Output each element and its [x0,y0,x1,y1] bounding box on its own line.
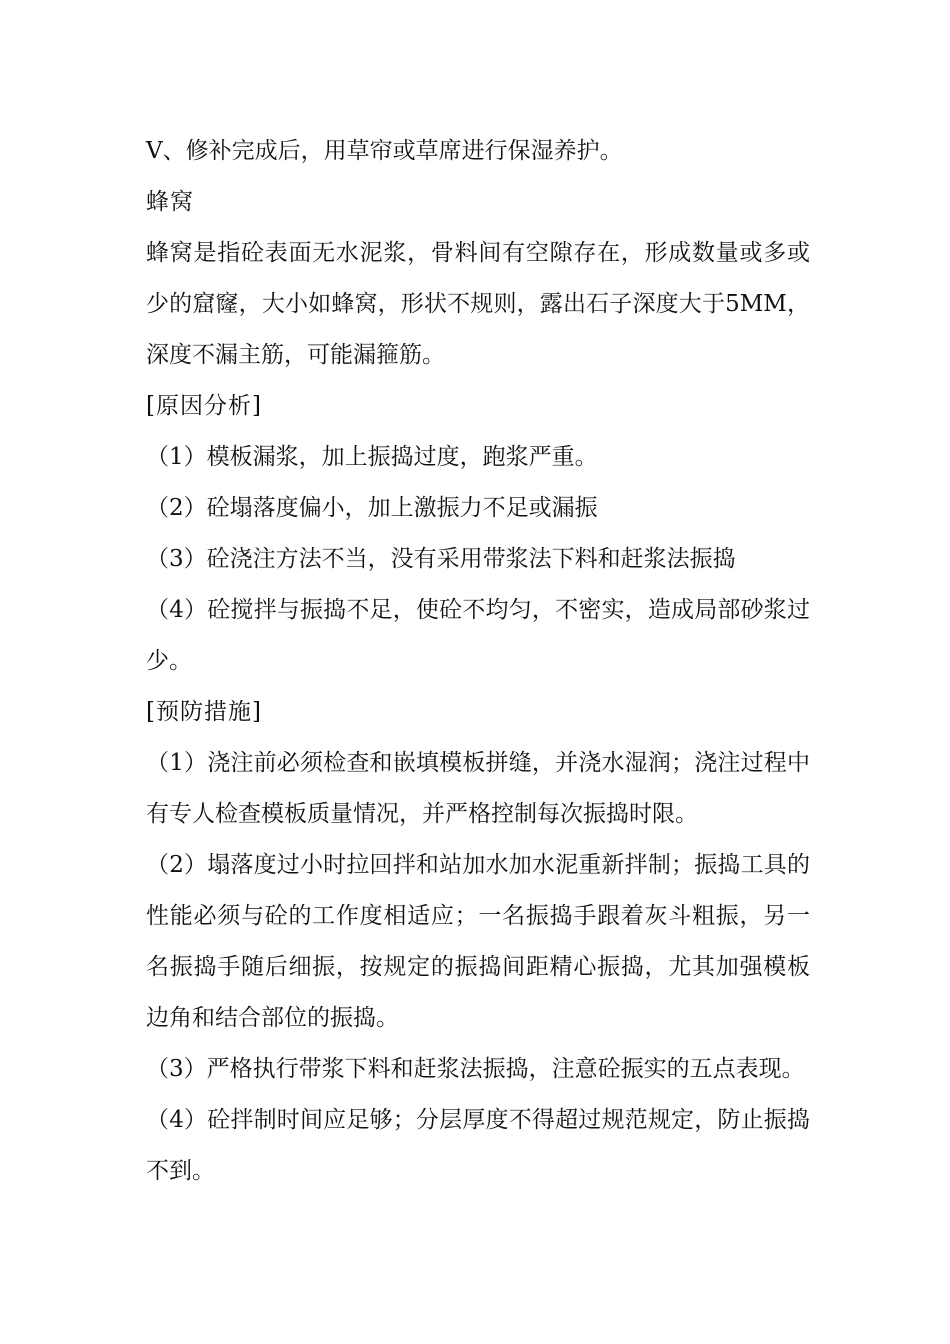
cause-item-2: （2）砼塌落度偏小，加上激振力不足或漏振 [146,495,598,521]
cause-item-4: （4）砼搅拌与振捣不足，使砼不均匀，不密实，造成局部砂浆过少。 [146,597,810,674]
document-body [146,126,810,1197]
cause-item-3: （3）砼浇注方法不当，没有采用带浆法下料和赶浆法振捣 [146,546,736,572]
paragraph-honeycomb-definition: 蜂窝是指砼表面无水泥浆，骨料间有空隙存在，形成数量或多或少的窟窿，大小如蜂窝，形状不规则，露出石子深度大于5MM，深度不漏主筋，可能漏箍筋。 [146,240,810,368]
prevention-item-4: （4）砼拌制时间应足够；分层厚度不得超过规范规定，防止振捣不到。 [146,1107,810,1184]
section-title-prevention: [预防措施] [146,699,262,725]
prevention-item-2: （2）塌落度过小时拉回拌和站加水加水泥重新拌制；振捣工具的性能必须与砼的工作度相适应；一名振捣手跟着灰斗粗振，另一名振捣手随后细振，按规定的振捣间距精心振捣，尤其加强模板边角和结合部位的振捣。 [146,852,810,1031]
prevention-item-1: （1）浇注前必须检查和嵌填模板拼缝，并浇水湿润；浇注过程中有专人检查模板质量情况，并严格控制每次振捣时限。 [146,750,810,827]
paragraph-repair-curing: Ⅴ、修补完成后，用草帘或草席进行保湿养护。 [146,138,623,164]
section-title-cause-analysis: [原因分析] [146,393,262,419]
prevention-item-3: （3）严格执行带浆下料和赶浆法振捣，注意砼振实的五点表现。 [146,1056,805,1082]
cause-item-1: （1）模板漏浆，加上振捣过度，跑浆严重。 [146,444,598,470]
section-title-honeycomb: 蜂窝 [146,189,194,215]
